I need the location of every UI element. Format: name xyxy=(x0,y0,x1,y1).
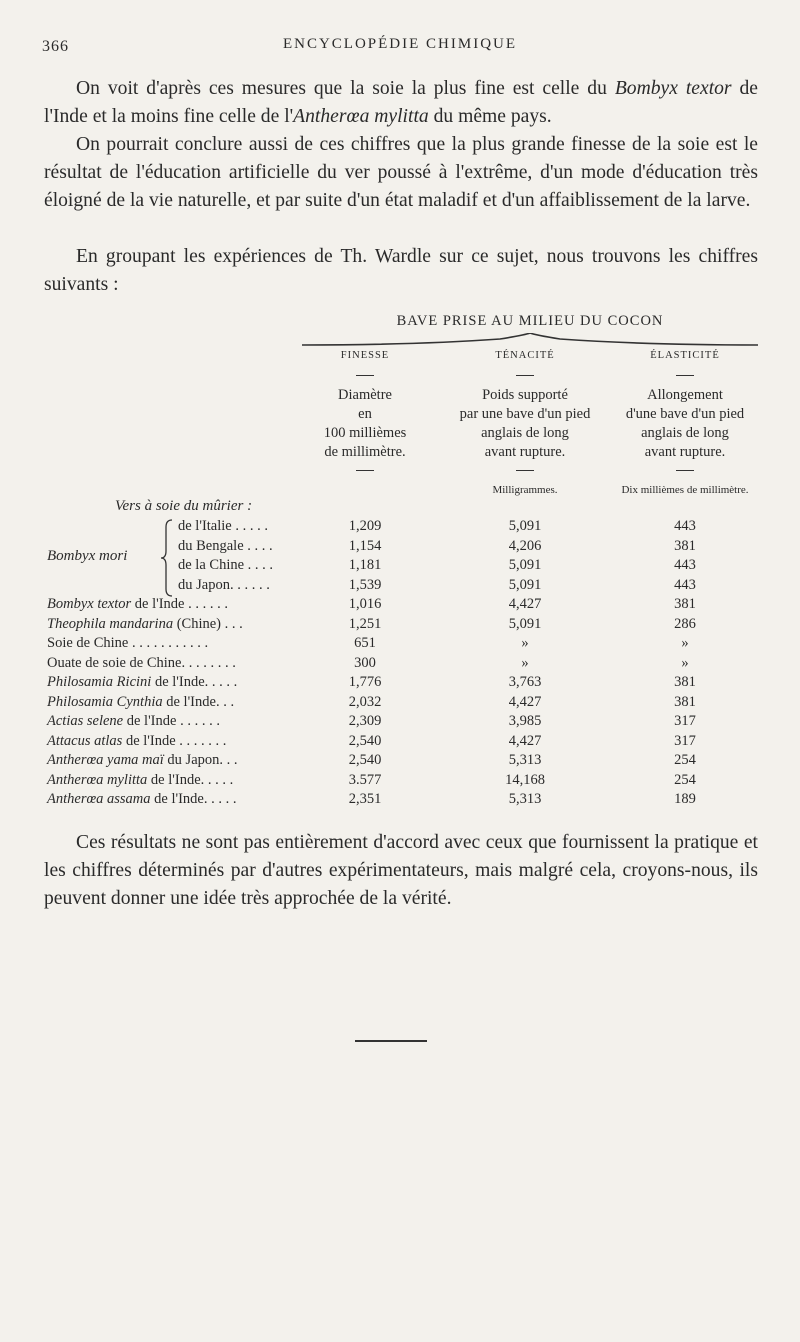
cell-elasticite: » xyxy=(681,654,689,671)
paragraph-1 xyxy=(44,75,758,131)
cell-tenacite: 4,206 xyxy=(508,537,542,554)
table-row xyxy=(0,616,800,636)
row-label-rest: (Chine) . . . xyxy=(173,615,243,632)
cell-finesse: 2,540 xyxy=(348,752,382,768)
cell-finesse: 2,351 xyxy=(348,791,382,807)
column-dash xyxy=(676,470,694,471)
cell-finesse: 1,776 xyxy=(348,674,382,690)
row-species: Attacus atlas xyxy=(47,732,123,749)
table-row xyxy=(0,596,800,616)
cell-elasticite: 443 xyxy=(674,557,696,573)
p1-text-e: du même pays. xyxy=(428,106,552,127)
row-species: Philosamia Cynthia xyxy=(47,693,163,710)
row-label xyxy=(47,674,237,691)
column-description-line: Diamètre xyxy=(338,387,392,403)
cell-tenacite: 5,091 xyxy=(508,518,542,534)
row-label xyxy=(47,752,238,769)
cell-tenacite: 3,985 xyxy=(508,713,542,729)
cell-elasticite: 381 xyxy=(674,537,696,554)
cell-tenacite: 4,427 xyxy=(508,732,542,749)
table-row xyxy=(0,557,800,577)
column-unit-2: Milligrammes. xyxy=(492,484,558,496)
row-label xyxy=(47,791,237,808)
cell-finesse: 2,540 xyxy=(348,732,382,749)
cell-finesse: 651 xyxy=(354,635,376,651)
table-row xyxy=(0,674,800,694)
column-description-line: de millimètre. xyxy=(324,444,406,460)
cell-tenacite: 3,763 xyxy=(508,674,542,690)
cell-elasticite: 443 xyxy=(674,576,696,593)
cell-tenacite: 14,168 xyxy=(505,771,545,788)
column-description-line: avant rupture. xyxy=(644,444,726,460)
table-row xyxy=(0,538,800,558)
table-row xyxy=(0,635,800,655)
table-title: BAVE PRISE AU MILIEU DU COCON xyxy=(396,313,664,329)
cell-elasticite: 317 xyxy=(674,732,696,749)
cell-finesse: 2,032 xyxy=(348,693,382,710)
row-label xyxy=(47,694,234,711)
column-description-line: anglais de long xyxy=(641,425,729,441)
row-label xyxy=(47,713,220,730)
cell-tenacite: 5,091 xyxy=(508,576,542,593)
cell-elasticite: 254 xyxy=(674,752,696,768)
row-label-rest: Soie de Chine . . . . . . . . . . . xyxy=(47,635,209,651)
cell-elasticite: 443 xyxy=(674,518,696,534)
cell-elasticite: 254 xyxy=(674,771,696,788)
table-row xyxy=(0,655,800,675)
column-description-line: d'une bave d'un pied xyxy=(625,406,745,422)
cell-elasticite: 381 xyxy=(674,693,696,710)
row-label-rest: de l'Inde. . . . . xyxy=(147,771,234,788)
row-label-rest: de l'Inde . . . . . . xyxy=(123,713,220,729)
column-dash xyxy=(516,470,534,471)
row-species: Philosamia Ricini xyxy=(47,674,152,690)
cell-elasticite: 381 xyxy=(674,596,696,612)
row-species: Actias selene xyxy=(47,713,124,729)
row-sublabel: du Bengale . . . . xyxy=(178,537,273,554)
row-species: Antherœa mylitta xyxy=(47,771,148,788)
row-label-rest: du Japon. . . xyxy=(163,752,238,768)
cell-finesse: 1,251 xyxy=(348,615,382,632)
end-rule xyxy=(355,1040,427,1042)
p1-species-textor: Bombyx textor xyxy=(614,78,732,99)
cell-tenacite: » xyxy=(521,654,529,671)
cell-elasticite: 317 xyxy=(674,713,696,729)
cell-elasticite: 381 xyxy=(674,674,696,690)
paragraph-2 xyxy=(44,131,758,215)
column-description-line: par une bave d'un pied xyxy=(459,406,591,422)
table-title-brace xyxy=(300,333,760,349)
row-sublabel: de l'Italie . . . . . xyxy=(178,518,268,534)
column-description-line: 100 millièmes xyxy=(323,425,407,441)
table-row xyxy=(0,577,800,597)
table-row xyxy=(0,752,800,772)
row-label xyxy=(47,596,228,613)
row-species: Bombyx textor xyxy=(47,596,132,612)
cell-finesse: 1,016 xyxy=(348,596,382,612)
row-label xyxy=(47,772,233,789)
cell-finesse: 1,181 xyxy=(348,557,382,573)
column-dash xyxy=(516,375,534,376)
row-species: Antherœa assama xyxy=(47,791,151,807)
table-row xyxy=(0,713,800,733)
cell-tenacite: 5,091 xyxy=(508,557,542,573)
column-description-line: en xyxy=(358,406,372,422)
cell-tenacite: » xyxy=(521,635,529,651)
paragraph-4-text: Ces résultats ne sont pas entièrement d'accord avec ceux que fournissent la pratique et les chiffres déterminés par d'autres expérimentateurs, mais malgré cela, croyons-nous, ils peuvent donner une idée très approchée de la vérité. xyxy=(44,832,758,909)
cell-finesse: 300 xyxy=(354,654,376,671)
column-description-line: anglais de long xyxy=(481,425,569,441)
column-dash xyxy=(356,470,374,471)
column-dash xyxy=(676,375,694,376)
column-description-3 xyxy=(590,386,780,462)
cell-tenacite: 5,313 xyxy=(508,791,542,807)
row-species: Theophila mandarina xyxy=(47,615,174,632)
row-label-rest: de l'Inde . . . . . . xyxy=(131,596,228,612)
row-label xyxy=(47,655,236,672)
cell-tenacite: 5,091 xyxy=(508,615,542,632)
column-unit-3: Dix millièmes de millimètre. xyxy=(621,484,749,496)
cell-elasticite: 286 xyxy=(674,615,696,632)
row-label-rest: de l'Inde . . . . . . . xyxy=(122,732,227,749)
row-label-rest: de l'Inde. . . xyxy=(162,693,235,710)
table-row xyxy=(0,791,800,811)
p1-text-a: On voit d'après ces mesures que la soie la plus fine est celle du xyxy=(76,78,615,99)
p1-species-mylitta: Antherœa mylitta xyxy=(293,106,429,127)
table-row xyxy=(0,694,800,714)
table-row xyxy=(0,733,800,753)
column-description-line: Poids supporté xyxy=(482,387,568,403)
column-head-2: TÉNACITÉ xyxy=(495,350,555,361)
column-description-1 xyxy=(280,386,450,462)
running-title: ENCYCLOPÉDIE CHIMIQUE xyxy=(282,36,518,52)
column-head-1: FINESSE xyxy=(340,350,390,361)
paragraph-2-text: On pourrait conclure aussi de ces chiffres que la plus grande finesse de la soie est le résultat de l'éducation artificielle du ver poussé à l'extrême, d'un mode d'éducation très éloigné de la vie naturelle, et par suite d'un état maladif et d'un affaiblissement de la larve. xyxy=(44,134,758,211)
row-sublabel: du Japon. . . . . . xyxy=(178,576,270,593)
cell-tenacite: 5,313 xyxy=(508,752,542,768)
table-row xyxy=(0,518,800,538)
cell-elasticite: » xyxy=(681,635,689,651)
row-label xyxy=(47,733,226,750)
cell-finesse: 3.577 xyxy=(348,771,382,788)
row-sublabel: de la Chine . . . . xyxy=(178,557,274,573)
paragraph-3-text: En groupant les expériences de Th. Wardle sur ce sujet, nous trouvons les chiffres suivants : xyxy=(44,246,758,295)
paragraph-4 xyxy=(44,829,758,913)
cell-elasticite: 189 xyxy=(674,791,696,807)
page-number: 366 xyxy=(42,38,69,55)
page-header xyxy=(42,34,758,58)
cell-finesse: 1,154 xyxy=(348,537,382,554)
column-description-line: Allongement xyxy=(647,387,723,403)
cell-finesse: 1,209 xyxy=(348,518,382,534)
cell-tenacite: 4,427 xyxy=(508,596,542,612)
p1-text-c: de l'Inde et la moins fine celle de l' xyxy=(44,78,758,127)
column-dash xyxy=(356,375,374,376)
cell-finesse: 1,539 xyxy=(348,576,382,593)
cell-finesse: 2,309 xyxy=(348,713,382,729)
row-label-rest: Ouate de soie de Chine. . . . . . . . xyxy=(47,654,236,671)
row-label xyxy=(47,616,243,633)
bombyx-mori-label: Bombyx mori xyxy=(47,548,128,564)
paragraph-3 xyxy=(44,243,758,299)
group-label-murier: Vers à soie du mûrier : xyxy=(115,498,253,514)
row-species: Antherœa yama maï xyxy=(47,752,164,768)
row-label xyxy=(47,635,208,652)
table-row xyxy=(0,772,800,792)
column-description-line: avant rupture. xyxy=(484,444,566,460)
row-label-rest: de l'Inde. . . . . xyxy=(150,791,237,807)
column-head-3: ÉLASTICITÉ xyxy=(650,350,720,361)
cell-tenacite: 4,427 xyxy=(508,693,542,710)
row-label-rest: de l'Inde. . . . . xyxy=(151,674,238,690)
